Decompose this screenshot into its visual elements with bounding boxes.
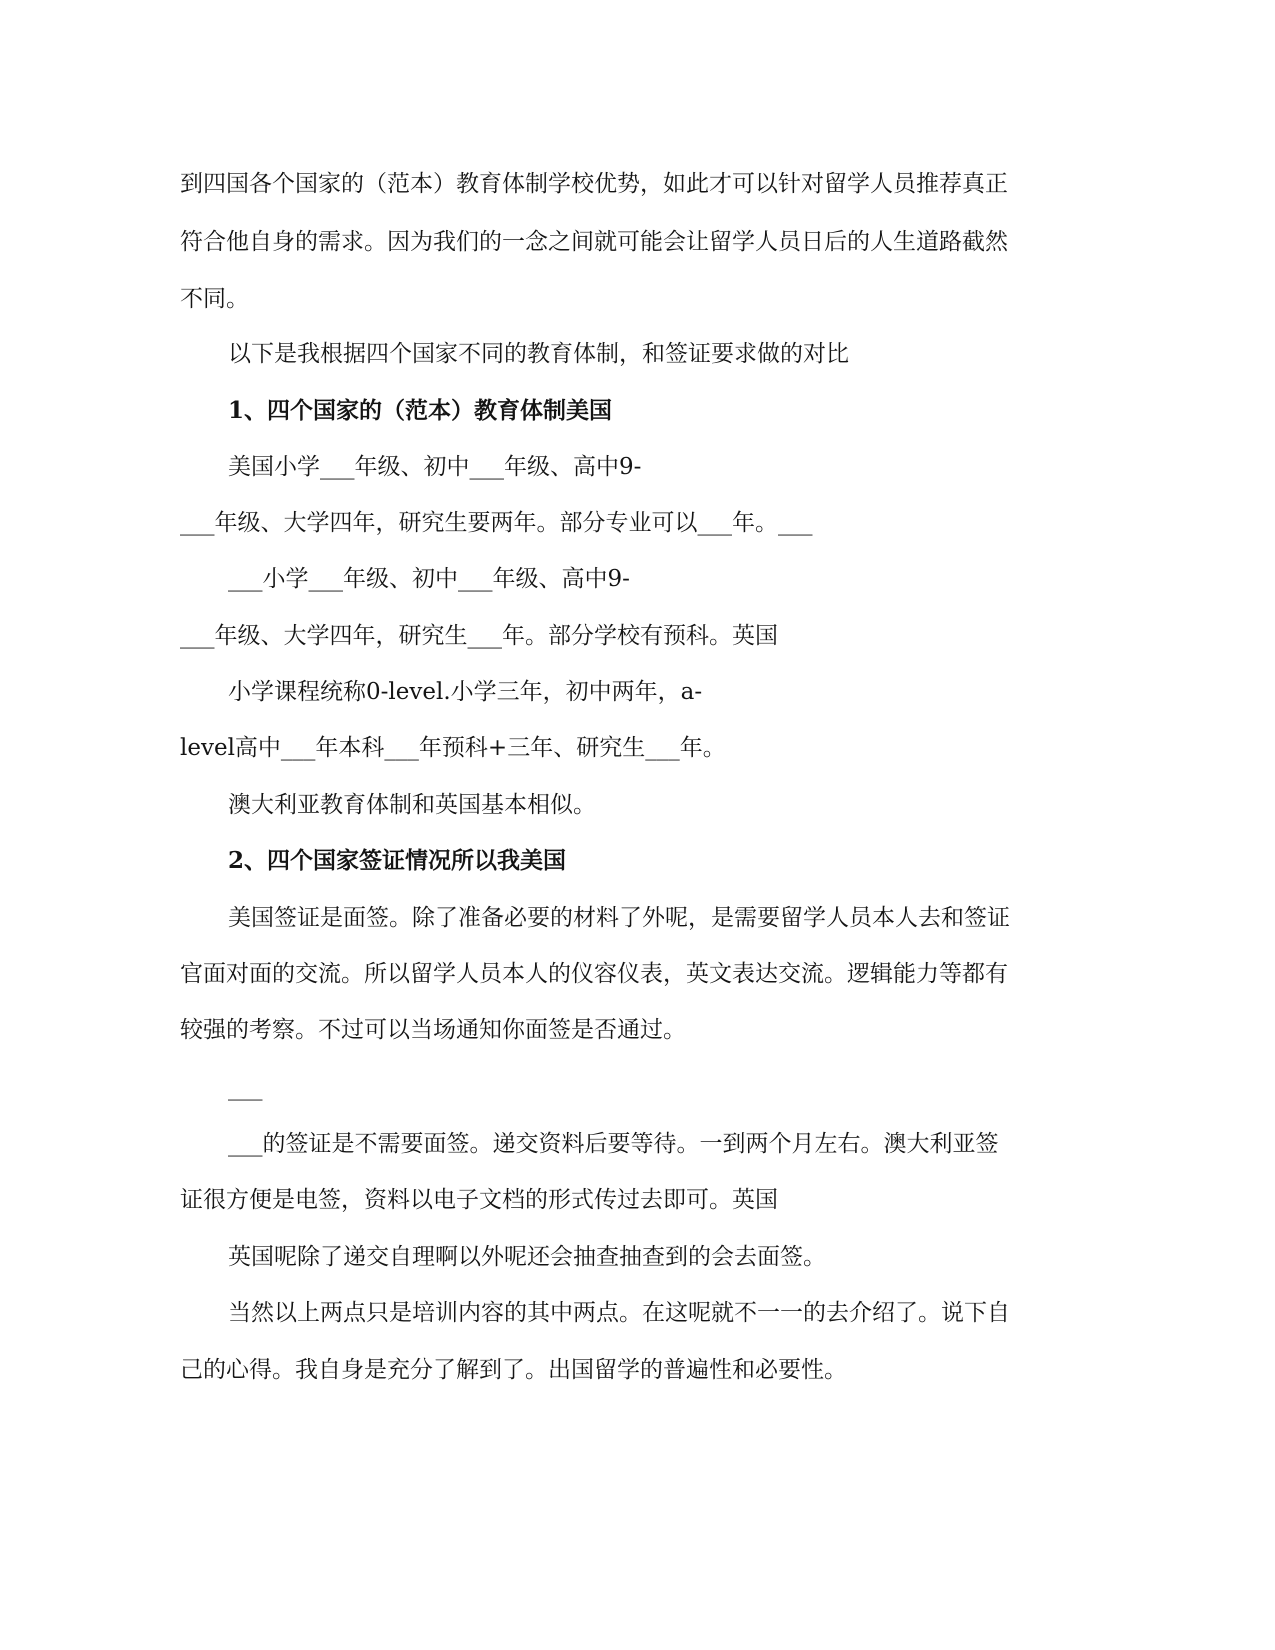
section-heading: 2、四个国家签证情况所以我美国 [228, 847, 567, 874]
paragraph-line: level高中___年本科___年预科+三年、研究生___年。 [180, 735, 726, 761]
paragraph-line: ___小学___年级、初中___年级、高中9- [228, 566, 630, 592]
paragraph-line: 以下是我根据四个国家不同的教育体制，和签证要求做的对比 [228, 341, 849, 367]
paragraph-line: ___的签证是不需要面签。递交资料后要等待。一到两个月左右。澳大利亚签 [228, 1131, 999, 1157]
paragraph-line: 到四国各个国家的（范本）教育体制学校优势，如此才可以针对留学人员推荐真正 [180, 171, 1008, 197]
paragraph-line: 英国呢除了递交自理啊以外呢还会抽查抽查到的会去面签。 [228, 1244, 826, 1270]
paragraph-line: 澳大利亚教育体制和英国基本相似。 [228, 792, 596, 818]
section-heading: 1、四个国家的（范本）教育体制美国 [228, 397, 613, 424]
paragraph-line: 己的心得。我自身是充分了解到了。出国留学的普遍性和必要性。 [180, 1357, 847, 1383]
paragraph-line: 证很方便是电签，资料以电子文档的形式传过去即可。英国 [180, 1187, 778, 1213]
paragraph-line: 美国签证是面签。除了准备必要的材料了外呢，是需要留学人员本人去和签证 [228, 905, 1010, 931]
paragraph-line: ___年级、大学四年，研究生___年。部分学校有预科。英国 [180, 623, 778, 649]
paragraph-line: 官面对面的交流。所以留学人员本人的仪容仪表，英文表达交流。逻辑能力等都有 [180, 961, 1008, 987]
paragraph-line: 较强的考察。不过可以当场通知你面签是否通过。 [180, 1017, 686, 1043]
paragraph-line: 符合他自身的需求。因为我们的一念之间就可能会让留学人员日后的人生道路截然 [180, 229, 1008, 255]
paragraph-line: ___ [228, 1075, 263, 1101]
paragraph-line: 当然以上两点只是培训内容的其中两点。在这呢就不一一的去介绍了。说下自 [228, 1300, 1010, 1326]
paragraph-line: 小学课程统称0-level.小学三年，初中两年，a- [228, 679, 703, 705]
paragraph-line: 美国小学___年级、初中___年级、高中9- [228, 454, 642, 480]
paragraph-line: 不同。 [180, 286, 249, 312]
paragraph-line: ___年级、大学四年，研究生要两年。部分专业可以___年。___ [180, 510, 813, 536]
